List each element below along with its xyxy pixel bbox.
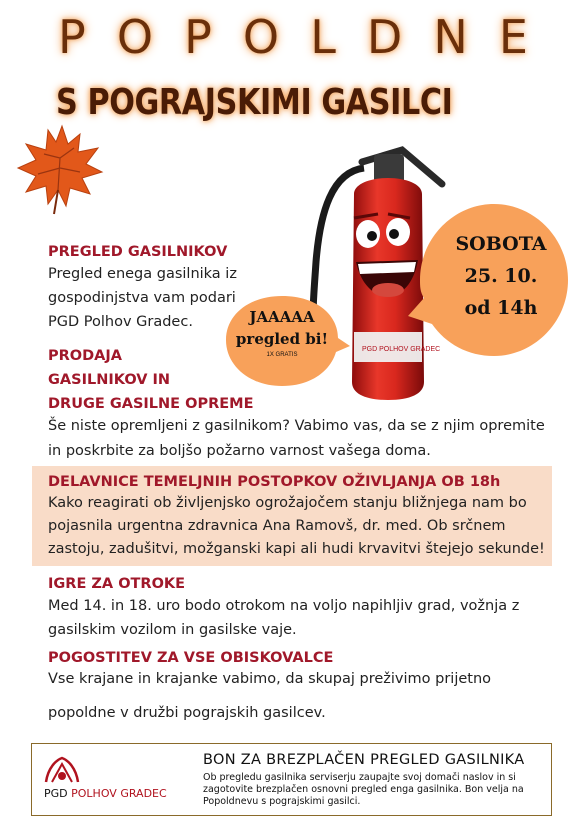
text-pogostitev <box>48 668 491 724</box>
text-line: Pregled enega gasilnika iz <box>48 266 237 282</box>
text-igre <box>48 594 519 642</box>
date-bubble-text <box>446 228 556 324</box>
text-line: gasilskim vozilom in gasilske vaje. <box>48 622 297 638</box>
page-title <box>58 10 528 64</box>
text-delavnice <box>48 492 545 561</box>
text-line: Med 14. in 18. uro bodo otrokom na voljo napihljiv grad, vožnja z <box>48 598 520 614</box>
text-line: Kako reagirati ob življenjsko ogrožajočem stanju bližnjega nam bo <box>48 495 527 511</box>
heading-line: PRODAJA <box>48 348 122 364</box>
bubble-time: od 14h <box>464 297 538 319</box>
title-letter: L <box>310 10 336 64</box>
text-prodaja <box>48 414 545 464</box>
bubble-yes: JAAAAA <box>249 308 315 326</box>
pgd-name: POLHOV GRADEC <box>71 787 167 800</box>
bubble-gratis: 1X GRATIS <box>266 352 298 358</box>
text-line: Še niste opremljeni z gasilnikom? Vabimo vas, da se z njim opremite <box>48 418 545 434</box>
coupon-title: BON ZA BREZPLAČEN PREGLED GASILNIKA <box>203 752 525 768</box>
text-pregled <box>48 262 237 334</box>
text-line: Vse krajane in krajanke vabimo, da skupaj preživimo prijetno <box>48 671 492 687</box>
heading-delavnice: DELAVNICE TEMELJNIH POSTOPKOV OŽIVLJANJA OB 18h <box>48 474 501 490</box>
pgd-logo-text <box>44 787 167 800</box>
coupon-text: Ob pregledu gasilnika serviserju zaupajte svoj domači naslov in si zagotovite brezplačen osnovni pregled enga gasilnika. Bon velja na Popoldnevu s pograjskimi gasilci. <box>203 772 524 807</box>
pgd-abbrev: PGD <box>44 787 68 800</box>
text-line: PGD Polhov Gradec. <box>48 314 193 330</box>
heading-line: GASILNIKOV IN <box>48 372 171 388</box>
text-line: gospodinjstva vam podari <box>48 290 236 306</box>
bubble-day: SOBOTA <box>455 233 547 255</box>
heading-pogostitev: POGOSTITEV ZA VSE OBISKOVALCE <box>48 650 334 666</box>
title-letter: N <box>433 10 468 64</box>
title-letter: D <box>366 10 403 64</box>
heading-igre: IGRE ZA OTROKE <box>48 576 186 592</box>
bubble-date: 25. 10. <box>464 265 538 287</box>
autumn-leaf-icon <box>14 118 104 218</box>
title-letter: E <box>498 10 528 64</box>
text-line: in poskrbite za boljšo požarno varnost vašega doma. <box>48 443 431 459</box>
title-letter: P <box>58 10 86 64</box>
page-subtitle: S POGRAJSKIMI GASILCI <box>56 82 453 123</box>
heading-line: DRUGE GASILNE OPREME <box>48 396 254 412</box>
heading-pregled: PREGLED GASILNIKOV <box>48 244 228 260</box>
title-letter: P <box>184 10 212 64</box>
extinguisher-label: PGD POLHOV GRADEC <box>362 346 441 353</box>
text-line: pojasnila urgentna zdravnica Ana Ramovš, dr. med. Ob srčnem <box>48 518 506 534</box>
text-line: zastoju, zadušitvi, možganski kapi ali hudi krvavitvi štejejo sekunde! <box>48 541 545 557</box>
title-letter: O <box>116 10 154 64</box>
text-line: popoldne v družbi pograjskih gasilcev. <box>48 705 326 721</box>
pgd-logo-icon <box>42 754 82 786</box>
heading-prodaja <box>48 344 253 416</box>
bubble-pregled: pregled bi! <box>235 330 329 348</box>
title-letter: O <box>242 10 280 64</box>
